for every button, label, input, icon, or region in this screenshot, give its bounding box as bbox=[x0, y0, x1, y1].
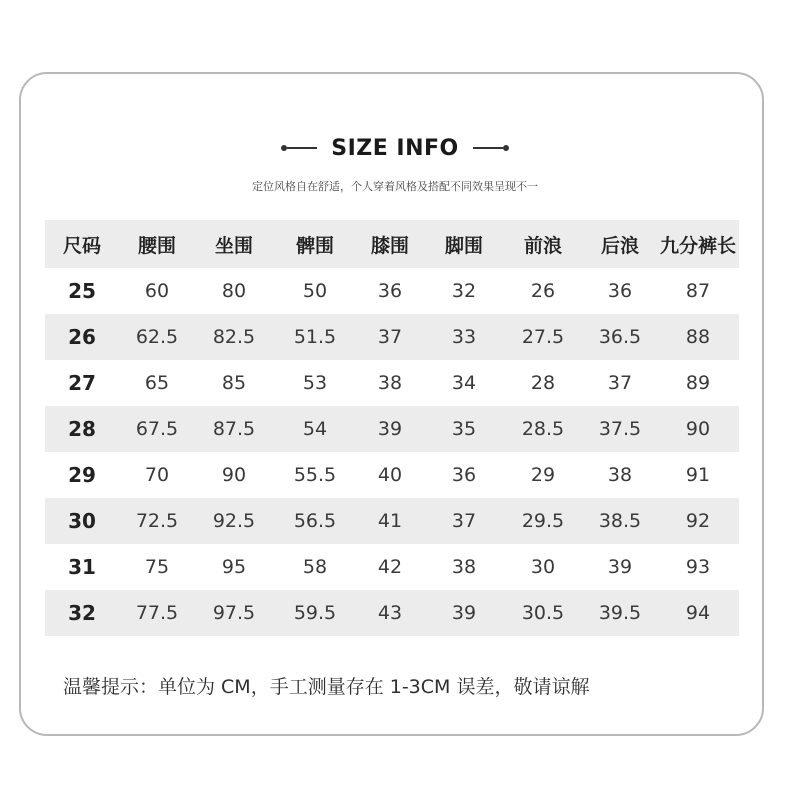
measurement-cell: 33 bbox=[451, 326, 477, 348]
measurement-cell: 28.5 bbox=[521, 418, 565, 440]
measurement-cell: 88 bbox=[685, 326, 711, 348]
column-header: 坐围 bbox=[214, 234, 253, 257]
measurement-cell: 56.5 bbox=[293, 510, 337, 532]
measurement-cell: 75 bbox=[144, 556, 170, 578]
measurement-cell: 37 bbox=[607, 372, 633, 394]
measurement-cell: 97.5 bbox=[212, 602, 256, 624]
measurement-cell: 67.5 bbox=[135, 418, 179, 440]
measurement-cell: 93 bbox=[685, 556, 711, 578]
measurement-cell: 30 bbox=[530, 556, 556, 578]
title-row bbox=[0, 128, 790, 168]
measurement-cell: 95 bbox=[221, 556, 247, 578]
measurement-cell: 53 bbox=[302, 372, 328, 394]
column-header: 尺码 bbox=[62, 234, 101, 257]
measurement-cell: 38 bbox=[451, 556, 477, 578]
measurement-cell: 42 bbox=[377, 556, 403, 578]
column-header: 九分裤长 bbox=[659, 234, 736, 257]
size-cell: 26 bbox=[68, 325, 96, 349]
measurement-cell: 77.5 bbox=[135, 602, 179, 624]
left-decoration bbox=[281, 145, 317, 151]
measurement-cell: 87 bbox=[685, 280, 711, 302]
measurement-cell: 91 bbox=[685, 464, 711, 486]
measurement-cell: 80 bbox=[221, 280, 247, 302]
column-header: 髀围 bbox=[295, 234, 334, 257]
measurement-cell: 55.5 bbox=[293, 464, 337, 486]
column-header: 腰围 bbox=[137, 234, 176, 257]
measurement-cell: 38.5 bbox=[598, 510, 642, 532]
measurement-cell: 90 bbox=[221, 464, 247, 486]
measurement-cell: 28 bbox=[530, 372, 556, 394]
measurement-cell: 54 bbox=[302, 418, 328, 440]
table-row bbox=[45, 452, 739, 498]
measurement-cell: 85 bbox=[221, 372, 247, 394]
right-decoration bbox=[473, 145, 509, 151]
measurement-cell: 72.5 bbox=[135, 510, 179, 532]
measurement-cell: 29 bbox=[530, 464, 556, 486]
size-cell: 29 bbox=[68, 463, 96, 487]
measurement-cell: 51.5 bbox=[293, 326, 337, 348]
table-row bbox=[45, 406, 739, 452]
size-cell: 27 bbox=[68, 371, 96, 395]
column-header: 后浪 bbox=[600, 234, 639, 257]
table-row bbox=[45, 360, 739, 406]
measurement-cell: 60 bbox=[144, 280, 170, 302]
measurement-cell: 36 bbox=[377, 280, 403, 302]
column-header: 膝围 bbox=[370, 234, 409, 257]
measurement-cell: 94 bbox=[685, 602, 711, 624]
measurement-cell: 36 bbox=[451, 464, 477, 486]
size-table bbox=[45, 220, 739, 636]
table-header-row bbox=[45, 220, 739, 268]
size-cell: 31 bbox=[68, 555, 96, 579]
subtitle: 定位风格自在舒适，个人穿着风格及搭配不同效果呈现不一 bbox=[252, 180, 538, 193]
measurement-cell: 39 bbox=[607, 556, 633, 578]
measurement-cell: 36 bbox=[607, 280, 633, 302]
measurement-cell: 27.5 bbox=[521, 326, 565, 348]
measurement-cell: 40 bbox=[377, 464, 403, 486]
line-decoration bbox=[473, 147, 503, 149]
measurement-cell: 82.5 bbox=[212, 326, 256, 348]
measurement-cell: 30.5 bbox=[521, 602, 565, 624]
measurement-cell: 89 bbox=[685, 372, 711, 394]
table-row bbox=[45, 498, 739, 544]
measurement-cell: 87.5 bbox=[212, 418, 256, 440]
measurement-cell: 37 bbox=[451, 510, 477, 532]
measurement-cell: 90 bbox=[685, 418, 711, 440]
measurement-cell: 43 bbox=[377, 602, 403, 624]
measurement-cell: 62.5 bbox=[135, 326, 179, 348]
measurement-cell: 39.5 bbox=[598, 602, 642, 624]
line-decoration bbox=[287, 147, 317, 149]
table-row bbox=[45, 590, 739, 636]
measurement-cell: 37.5 bbox=[598, 418, 642, 440]
measurement-cell: 65 bbox=[144, 372, 170, 394]
column-header: 前浪 bbox=[523, 234, 562, 257]
measurement-cell: 41 bbox=[377, 510, 403, 532]
measurement-cell: 39 bbox=[377, 418, 403, 440]
measurement-cell: 32 bbox=[451, 280, 477, 302]
measurement-cell: 59.5 bbox=[293, 602, 337, 624]
measurement-cell: 58 bbox=[302, 556, 328, 578]
page-title: SIZE INFO bbox=[331, 135, 459, 161]
table-row bbox=[45, 268, 739, 314]
dot-decoration bbox=[503, 145, 509, 151]
measurement-cell: 38 bbox=[607, 464, 633, 486]
size-cell: 32 bbox=[68, 601, 96, 625]
measurement-cell: 34 bbox=[451, 372, 477, 394]
size-cell: 25 bbox=[68, 279, 96, 303]
measurement-cell: 37 bbox=[377, 326, 403, 348]
table-row bbox=[45, 314, 739, 360]
table-body bbox=[45, 268, 739, 636]
measurement-cell: 50 bbox=[302, 280, 328, 302]
measurement-note: 温馨提示：单位为 CM，手工测量存在 1-3CM 误差，敬请谅解 bbox=[63, 676, 590, 698]
column-header: 脚围 bbox=[444, 234, 483, 257]
measurement-cell: 92.5 bbox=[212, 510, 256, 532]
measurement-cell: 38 bbox=[377, 372, 403, 394]
measurement-cell: 35 bbox=[451, 418, 477, 440]
measurement-cell: 92 bbox=[685, 510, 711, 532]
measurement-cell: 39 bbox=[451, 602, 477, 624]
measurement-cell: 70 bbox=[144, 464, 170, 486]
size-cell: 30 bbox=[68, 509, 96, 533]
measurement-cell: 26 bbox=[530, 280, 556, 302]
size-cell: 28 bbox=[68, 417, 96, 441]
table-row bbox=[45, 544, 739, 590]
measurement-cell: 36.5 bbox=[598, 326, 642, 348]
measurement-cell: 29.5 bbox=[521, 510, 565, 532]
